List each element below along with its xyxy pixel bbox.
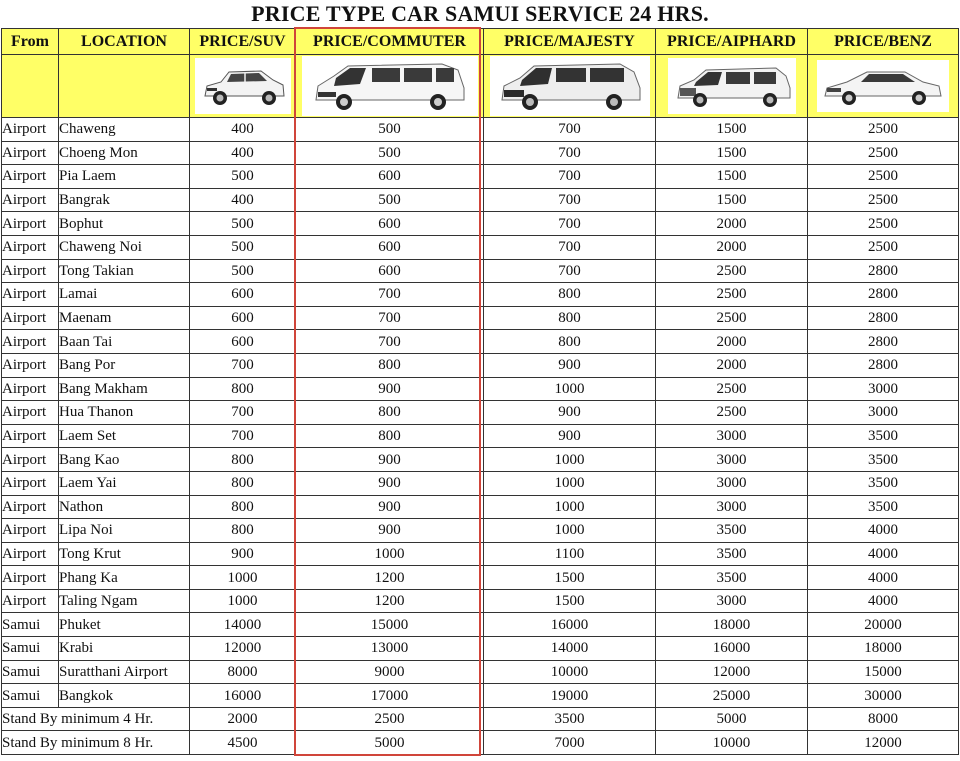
price-benz-cell: 4000 (808, 542, 959, 566)
price-suv-cell: 700 (190, 353, 296, 377)
price-benz-cell: 2800 (808, 353, 959, 377)
table-row (2, 471, 959, 495)
price-benz-cell: 2800 (808, 283, 959, 307)
location-cell: Suratthani Airport (59, 660, 190, 684)
price-aiphard-cell: 3000 (656, 448, 808, 472)
from-cell: Samui (2, 660, 59, 684)
car-image-row (2, 55, 959, 118)
price-majesty-cell: 1000 (484, 495, 656, 519)
header-commuter: PRICE/COMMUTER (296, 29, 484, 55)
location-cell: Laem Yai (59, 471, 190, 495)
location-cell: Chaweng Noi (59, 235, 190, 259)
table-row (2, 306, 959, 330)
table-row (2, 141, 959, 165)
price-commuter-cell: 900 (296, 471, 484, 495)
price-aiphard-cell: 3500 (656, 566, 808, 590)
price-majesty-cell: 900 (484, 424, 656, 448)
price-suv-cell: 800 (190, 519, 296, 543)
price-majesty-cell: 900 (484, 401, 656, 425)
benz-sedan-image (817, 60, 949, 112)
commuter-van-image (302, 56, 478, 116)
benz-cell (808, 55, 959, 118)
price-majesty-cell: 10000 (484, 660, 656, 684)
price-commuter-cell: 600 (296, 259, 484, 283)
price-majesty-cell: 700 (484, 259, 656, 283)
price-benz-cell: 3500 (808, 471, 959, 495)
price-benz-cell: 2500 (808, 165, 959, 189)
header-location: LOCATION (59, 29, 190, 55)
from-cell: Airport (2, 212, 59, 236)
price-majesty-cell: 1500 (484, 589, 656, 613)
price-suv-cell: 400 (190, 118, 296, 142)
price-commuter-cell: 800 (296, 424, 484, 448)
price-aiphard-cell: 1500 (656, 118, 808, 142)
from-cell: Samui (2, 684, 59, 708)
price-aiphard-cell: 2000 (656, 212, 808, 236)
header-benz: PRICE/BENZ (808, 29, 959, 55)
price-benz-cell: 2500 (808, 141, 959, 165)
price-majesty-cell: 900 (484, 353, 656, 377)
price-suv-cell: 800 (190, 448, 296, 472)
price-table (1, 28, 959, 755)
price-benz-cell: 3000 (808, 377, 959, 401)
price-commuter-cell: 5000 (296, 731, 484, 755)
header-majesty: PRICE/MAJESTY (484, 29, 656, 55)
price-suv-cell: 600 (190, 306, 296, 330)
from-cell: Samui (2, 613, 59, 637)
price-suv-cell: 4500 (190, 731, 296, 755)
price-suv-cell: 1000 (190, 566, 296, 590)
price-majesty-cell: 1100 (484, 542, 656, 566)
location-cell: Laem Set (59, 424, 190, 448)
price-commuter-cell: 2500 (296, 707, 484, 731)
majesty-van-image (490, 56, 650, 116)
price-aiphard-cell: 3000 (656, 495, 808, 519)
location-cell: Chaweng (59, 118, 190, 142)
price-benz-cell: 2500 (808, 188, 959, 212)
price-majesty-cell: 700 (484, 212, 656, 236)
from-cell: Airport (2, 448, 59, 472)
header-suv: PRICE/SUV (190, 29, 296, 55)
price-benz-cell: 20000 (808, 613, 959, 637)
price-aiphard-cell: 3000 (656, 424, 808, 448)
price-benz-cell: 2500 (808, 212, 959, 236)
from-cell: Airport (2, 259, 59, 283)
price-aiphard-cell: 2500 (656, 377, 808, 401)
table-row (2, 118, 959, 142)
price-commuter-cell: 900 (296, 495, 484, 519)
location-cell: Krabi (59, 637, 190, 661)
price-majesty-cell: 700 (484, 118, 656, 142)
from-cell: Airport (2, 330, 59, 354)
from-cell: Airport (2, 542, 59, 566)
from-cell: Airport (2, 141, 59, 165)
price-aiphard-cell: 25000 (656, 684, 808, 708)
table-row (2, 542, 959, 566)
location-cell: Hua Thanon (59, 401, 190, 425)
price-suv-cell: 800 (190, 495, 296, 519)
price-benz-cell: 2500 (808, 118, 959, 142)
from-cell: Airport (2, 165, 59, 189)
price-commuter-cell: 900 (296, 519, 484, 543)
location-cell: Bangrak (59, 188, 190, 212)
price-suv-cell: 900 (190, 542, 296, 566)
majesty-cell (484, 55, 656, 118)
table-row (2, 448, 959, 472)
price-aiphard-cell: 2000 (656, 330, 808, 354)
price-suv-cell: 400 (190, 141, 296, 165)
price-suv-cell: 14000 (190, 613, 296, 637)
price-majesty-cell: 1000 (484, 377, 656, 401)
standby-row (2, 707, 959, 731)
price-aiphard-cell: 12000 (656, 660, 808, 684)
price-commuter-cell: 15000 (296, 613, 484, 637)
location-cell: Tong Takian (59, 259, 190, 283)
price-commuter-cell: 800 (296, 401, 484, 425)
table-row (2, 377, 959, 401)
table-row (2, 660, 959, 684)
price-commuter-cell: 17000 (296, 684, 484, 708)
price-suv-cell: 500 (190, 259, 296, 283)
table-row (2, 188, 959, 212)
price-commuter-cell: 13000 (296, 637, 484, 661)
suv-image (195, 58, 291, 114)
standby-row (2, 731, 959, 755)
price-benz-cell: 2800 (808, 259, 959, 283)
price-suv-cell: 500 (190, 212, 296, 236)
location-cell: Lipa Noi (59, 519, 190, 543)
price-commuter-cell: 600 (296, 212, 484, 236)
location-cell: Bang Makham (59, 377, 190, 401)
price-commuter-cell: 1200 (296, 589, 484, 613)
price-commuter-cell: 600 (296, 235, 484, 259)
price-benz-cell: 2800 (808, 330, 959, 354)
location-cell: Maenam (59, 306, 190, 330)
commuter-cell (296, 55, 484, 118)
price-suv-cell: 700 (190, 424, 296, 448)
location-cell: Phang Ka (59, 566, 190, 590)
price-benz-cell: 4000 (808, 566, 959, 590)
location-cell: Lamai (59, 283, 190, 307)
table-row (2, 519, 959, 543)
price-suv-cell: 800 (190, 471, 296, 495)
location-cell: Bophut (59, 212, 190, 236)
from-cell: Airport (2, 471, 59, 495)
location-cell: Pia Laem (59, 165, 190, 189)
from-cell: Airport (2, 353, 59, 377)
empty-cell (59, 55, 190, 118)
from-cell: Airport (2, 188, 59, 212)
price-majesty-cell: 700 (484, 235, 656, 259)
table-row (2, 330, 959, 354)
table-row (2, 259, 959, 283)
from-cell: Airport (2, 424, 59, 448)
price-benz-cell: 4000 (808, 589, 959, 613)
price-majesty-cell: 7000 (484, 731, 656, 755)
price-suv-cell: 800 (190, 377, 296, 401)
price-suv-cell: 1000 (190, 589, 296, 613)
header-row (2, 29, 959, 55)
price-commuter-cell: 800 (296, 353, 484, 377)
price-majesty-cell: 800 (484, 306, 656, 330)
price-benz-cell: 12000 (808, 731, 959, 755)
price-majesty-cell: 700 (484, 188, 656, 212)
from-cell: Airport (2, 589, 59, 613)
price-majesty-cell: 1000 (484, 471, 656, 495)
page-title: PRICE TYPE CAR SAMUI SERVICE 24 HRS. (251, 1, 709, 26)
price-suv-cell: 16000 (190, 684, 296, 708)
location-cell: Phuket (59, 613, 190, 637)
price-aiphard-cell: 10000 (656, 731, 808, 755)
price-commuter-cell: 500 (296, 118, 484, 142)
price-benz-cell: 2500 (808, 235, 959, 259)
price-commuter-cell: 900 (296, 377, 484, 401)
price-aiphard-cell: 1500 (656, 165, 808, 189)
location-cell: Taling Ngam (59, 589, 190, 613)
from-cell: Airport (2, 519, 59, 543)
from-cell: Airport (2, 235, 59, 259)
location-cell: Bangkok (59, 684, 190, 708)
price-aiphard-cell: 16000 (656, 637, 808, 661)
price-suv-cell: 400 (190, 188, 296, 212)
price-aiphard-cell: 2000 (656, 235, 808, 259)
empty-cell (2, 55, 59, 118)
location-cell: Tong Krut (59, 542, 190, 566)
price-benz-cell: 3500 (808, 448, 959, 472)
price-benz-cell: 8000 (808, 707, 959, 731)
price-suv-cell: 700 (190, 401, 296, 425)
location-cell: Bang Kao (59, 448, 190, 472)
price-benz-cell: 15000 (808, 660, 959, 684)
table-row (2, 495, 959, 519)
price-aiphard-cell: 2500 (656, 306, 808, 330)
price-suv-cell: 600 (190, 283, 296, 307)
table-row (2, 212, 959, 236)
price-commuter-cell: 900 (296, 448, 484, 472)
from-cell: Samui (2, 637, 59, 661)
price-aiphard-cell: 2500 (656, 401, 808, 425)
price-majesty-cell: 14000 (484, 637, 656, 661)
table-row (2, 424, 959, 448)
price-aiphard-cell: 3500 (656, 519, 808, 543)
price-majesty-cell: 1000 (484, 448, 656, 472)
price-suv-cell: 2000 (190, 707, 296, 731)
price-benz-cell: 30000 (808, 684, 959, 708)
table-row (2, 401, 959, 425)
standby-label: Stand By minimum 8 Hr. (2, 731, 190, 755)
price-aiphard-cell: 2000 (656, 353, 808, 377)
alphard-van-image (668, 58, 796, 114)
table-row (2, 165, 959, 189)
price-commuter-cell: 500 (296, 141, 484, 165)
table-row (2, 566, 959, 590)
price-benz-cell: 3000 (808, 401, 959, 425)
suv-cell (190, 55, 296, 118)
price-commuter-cell: 1000 (296, 542, 484, 566)
from-cell: Airport (2, 377, 59, 401)
location-cell: Bang Por (59, 353, 190, 377)
table-row (2, 613, 959, 637)
location-cell: Nathon (59, 495, 190, 519)
table-row (2, 353, 959, 377)
price-commuter-cell: 700 (296, 306, 484, 330)
price-suv-cell: 500 (190, 235, 296, 259)
price-aiphard-cell: 3500 (656, 542, 808, 566)
price-suv-cell: 8000 (190, 660, 296, 684)
price-majesty-cell: 19000 (484, 684, 656, 708)
price-aiphard-cell: 3000 (656, 589, 808, 613)
price-majesty-cell: 16000 (484, 613, 656, 637)
price-aiphard-cell: 1500 (656, 188, 808, 212)
price-benz-cell: 4000 (808, 519, 959, 543)
price-commuter-cell: 700 (296, 330, 484, 354)
price-majesty-cell: 3500 (484, 707, 656, 731)
price-commuter-cell: 500 (296, 188, 484, 212)
price-aiphard-cell: 3000 (656, 471, 808, 495)
price-aiphard-cell: 18000 (656, 613, 808, 637)
from-cell: Airport (2, 495, 59, 519)
price-commuter-cell: 9000 (296, 660, 484, 684)
price-commuter-cell: 700 (296, 283, 484, 307)
price-majesty-cell: 1500 (484, 566, 656, 590)
price-aiphard-cell: 1500 (656, 141, 808, 165)
table-row (2, 637, 959, 661)
price-majesty-cell: 700 (484, 165, 656, 189)
price-benz-cell: 3500 (808, 495, 959, 519)
price-aiphard-cell: 2500 (656, 283, 808, 307)
from-cell: Airport (2, 118, 59, 142)
from-cell: Airport (2, 401, 59, 425)
table-row (2, 283, 959, 307)
aiphard-cell (656, 55, 808, 118)
location-cell: Choeng Mon (59, 141, 190, 165)
price-aiphard-cell: 2500 (656, 259, 808, 283)
price-aiphard-cell: 5000 (656, 707, 808, 731)
price-majesty-cell: 800 (484, 283, 656, 307)
from-cell: Airport (2, 306, 59, 330)
price-benz-cell: 18000 (808, 637, 959, 661)
price-benz-cell: 2800 (808, 306, 959, 330)
price-majesty-cell: 800 (484, 330, 656, 354)
from-cell: Airport (2, 283, 59, 307)
price-suv-cell: 12000 (190, 637, 296, 661)
from-cell: Airport (2, 566, 59, 590)
price-majesty-cell: 1000 (484, 519, 656, 543)
price-suv-cell: 600 (190, 330, 296, 354)
price-suv-cell: 500 (190, 165, 296, 189)
price-benz-cell: 3500 (808, 424, 959, 448)
header-aiphard: PRICE/AIPHARD (656, 29, 808, 55)
standby-label: Stand By minimum 4 Hr. (2, 707, 190, 731)
table-row (2, 589, 959, 613)
price-commuter-cell: 1200 (296, 566, 484, 590)
table-row (2, 684, 959, 708)
price-commuter-cell: 600 (296, 165, 484, 189)
table-row (2, 235, 959, 259)
header-from: From (2, 29, 59, 55)
location-cell: Baan Tai (59, 330, 190, 354)
price-majesty-cell: 700 (484, 141, 656, 165)
